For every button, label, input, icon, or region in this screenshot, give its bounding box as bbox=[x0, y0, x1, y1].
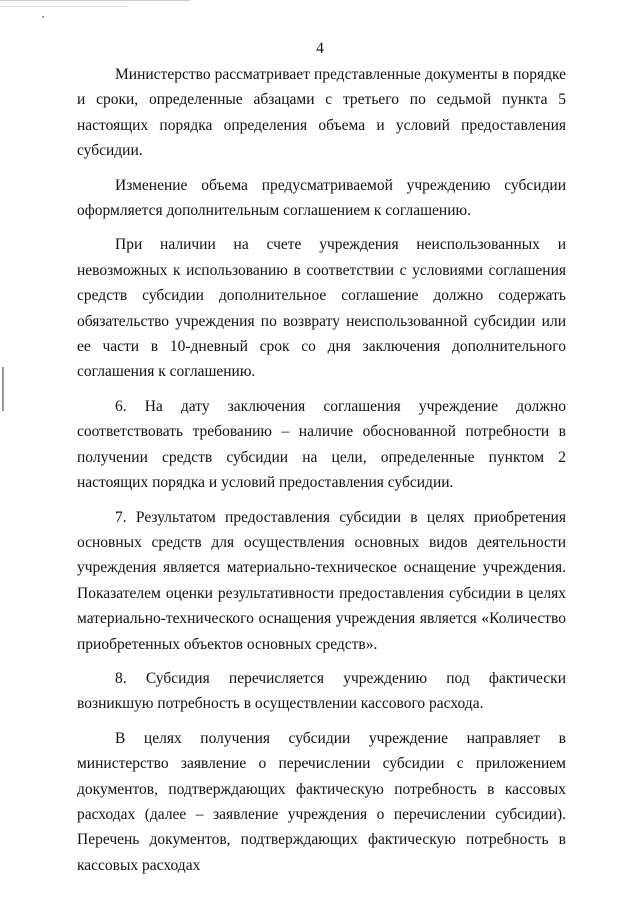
page-number: 4 bbox=[316, 40, 324, 57]
scan-artifact-line bbox=[0, 6, 128, 7]
document-body bbox=[77, 62, 566, 878]
paragraph: Министерство рассматривает представленные документы в порядке и сроки, определенные абзацами с третьего по седьмой пункта 5 настоящих порядка определения объема и условий предоставления субсидии. bbox=[77, 66, 566, 160]
paragraph: 6. На дату заключения соглашения учреждение должно соответствовать требованию – наличие обоснованной потребности в получении средств субсидии на цели, определенные пунктом 2 настоящих порядка и условий предоставления субсидии. bbox=[77, 397, 566, 492]
paragraph: При наличии на счете учреждения неиспользованных и невозможных к использованию в соответствии с условиями соглашения средств субсидии дополнительное соглашение должно содержать обязательство учреждения по возврату неиспользованной субсидии или ее части в 10-дневный срок со дня заключения дополнительного соглашения к соглашению. bbox=[77, 236, 566, 381]
scan-artifact-mark bbox=[2, 367, 4, 411]
paragraph: 7. Результатом предоставления субсидии в целях приобретения основных средств для осуществления основных видов деятельности учреждения является материально-техническое оснащение учреждения. Показателем оценки результативности предоставления субсидии в целях материально-технического оснащения учреждения является «Количество приобретенных объектов основных средств». bbox=[77, 508, 566, 653]
scan-artifact-dot bbox=[42, 16, 44, 18]
paragraph: Изменение объема предусматриваемой учреждению субсидии оформляется дополнительным соглашением к соглашению. bbox=[77, 176, 566, 220]
paragraph: В целях получения субсидии учреждение направляет в министерство заявление о перечислении субсидии с приложением документов, подтверждающих фактическую потребность в кассовых расходах (далее – заявление учреждения о перечислении субсидии). Перечень документов, подтверждающих фактическую потребность в кассовых расходах bbox=[77, 729, 566, 874]
paragraph: 8. Субсидия перечисляется учреждению под фактически возникшую потребность в осуществлении кассового расхода. bbox=[77, 669, 566, 713]
scan-artifact-line bbox=[0, 0, 190, 1]
